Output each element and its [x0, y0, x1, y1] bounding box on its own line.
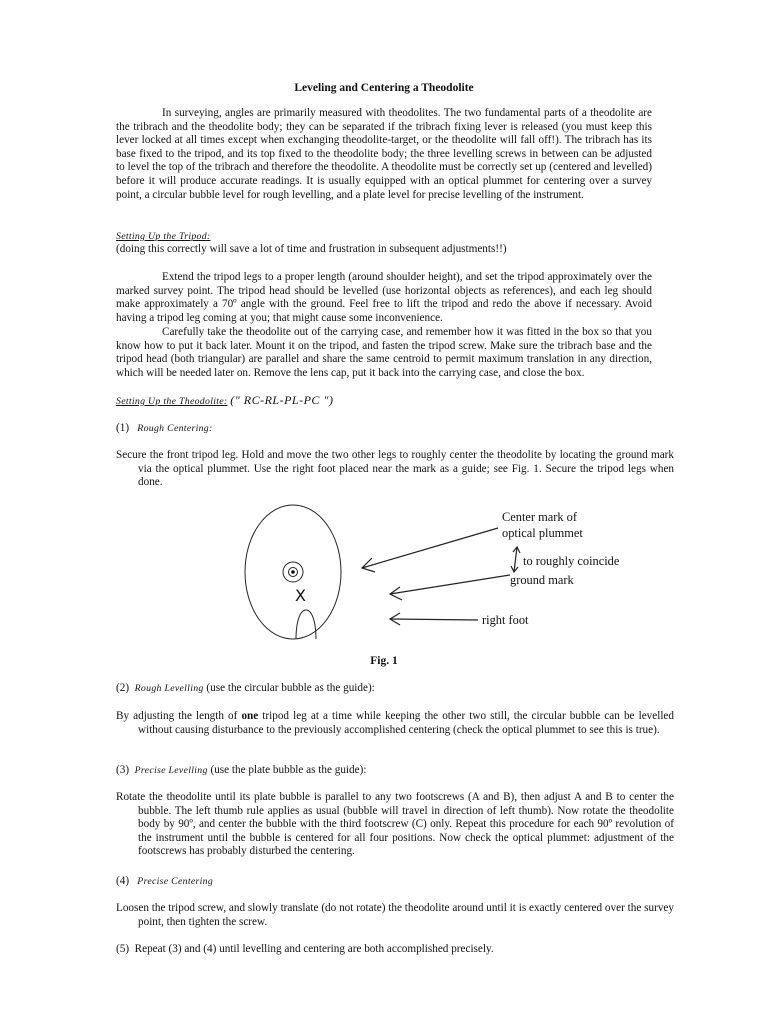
- ground-mark-label: ground mark: [510, 573, 574, 587]
- center-mark-arrow-line: [362, 528, 498, 568]
- step-1-name: Rough Centering:: [137, 423, 213, 434]
- document-title: Leveling and Centering a Theodolite: [294, 82, 474, 94]
- tripod-paragraph-2: Carefully take the theodolite out of the carrying case, and remember how it was fitted in the box so that you know how to put it back later. Mount it on the tripod, and fasten the tripod screw. Make sure the tribrach base and the tripod head (both triangular) are parallel and share the same centroid to permit maximum translation in any direction, which will be needed later on. Remove the lens cap, put it back into the carrying case, and close the box.: [116, 326, 652, 379]
- tripod-heading-text: Setting Up the Tripod:: [116, 231, 211, 242]
- step-5-body: Repeat (3) and (4) until levelling and centering are both accomplished precisely.: [134, 943, 494, 955]
- tripod-note: (doing this correctly will save a lot of time and frustration in subsequent adjustments!!): [116, 243, 507, 255]
- step-3-heading: [116, 764, 652, 778]
- step-3-name: Precise Levelling: [134, 765, 208, 776]
- step-2-body-start: By adjusting the length of: [116, 710, 242, 722]
- figure-1-caption: Fig. 1: [370, 655, 398, 667]
- ground-mark-arrow-line: [390, 575, 510, 594]
- plummet-center-dot: [291, 570, 295, 574]
- step-2-body-end: tripod leg at a time while keeping the other two still, the circular bubble can be levelled without causing disturbance to the previously accomplished centering (check the optical plummet to see this is true).: [138, 710, 674, 736]
- step-4-body: Loosen the tripod screw, and slowly translate (do not rotate) the theodolite around until it is exactly centered over the survey point, then tighten the screw.: [116, 902, 674, 928]
- intro-paragraph: In surveying, angles are primarily measured with theodolites. The two fundamental parts of a theodolite are the tribrach and the theodolite body; they can be separated if the tribrach fixing lever is released (you must keep this lever locked at all times except when exchanging theodolite-target, or the theodolite will fall off!). The tribrach has its base fixed to the tripod, and its top fixed to the theodolite body; the three levelling screws in between can be adjusted to level the top of the tribrach and therefore the theodolite. A theodolite must be correctly set up (centered and levelled) before it will produce accurate readings. It is usually equipped with an optical plummet for centering over a survey point, a circular bubble level for rough levelling, and a plate level for precise levelling of the instrument.: [116, 107, 652, 201]
- step-3-number: (3): [116, 764, 130, 776]
- right-foot-outline: [296, 610, 316, 639]
- step-1-number: (1): [116, 422, 130, 434]
- step-1-body: Secure the front tripod leg. Hold and move the two other legs to roughly center the theodolite by locating the ground mark via the optical plummet. Use the right foot placed near the mark as a guide; see Fig. 1. Secure the tripod legs when done.: [116, 449, 674, 489]
- theodolite-heading-text: Setting Up the Theodolite:: [116, 396, 228, 407]
- ground-mark-symbol: X: [295, 586, 306, 605]
- step-4-heading: [116, 875, 652, 889]
- step-4-number: (4): [116, 875, 130, 887]
- step-4-name: Precise Centering: [137, 876, 214, 887]
- step-2-body-emphasis: one: [241, 710, 259, 722]
- step-5: [116, 943, 652, 957]
- step-2-name: Rough Levelling: [134, 683, 204, 694]
- step-2-number: (2): [116, 682, 130, 694]
- step-3-note: (use the plate bubble as the guide):: [210, 764, 367, 776]
- center-mark-label-line-1: Center mark of: [502, 510, 578, 524]
- step-2-heading: [116, 682, 652, 696]
- step-2-note: (use the circular bubble as the guide):: [206, 682, 375, 694]
- center-mark-label-line-2: optical plummet: [502, 526, 583, 540]
- theodolite-sequence-code: (" RC-RL-PL-PC "): [230, 393, 334, 407]
- step-5-number: (5): [116, 943, 130, 955]
- coincide-label: to roughly coincide: [523, 554, 620, 568]
- step-2-body: [116, 710, 674, 737]
- tripod-paragraph-1: Extend the tripod legs to a proper length (around shoulder height), and set the tripod approximately over the marked survey point. The tripod head should be levelled (use horizontal objects as references), and each leg should make approximately a 70º angle with the ground. Feel free to lift the tripod and redo the above if necessary. Avoid having a tripod leg coming at you; that might cause some inconvenience.: [116, 271, 652, 324]
- right-foot-arrow-line: [390, 619, 478, 620]
- right-foot-label: right foot: [482, 613, 529, 627]
- step-3-body: Rotate the theodolite until its plate bubble is parallel to any two footscrews (A and B), then adjust A and B to center the bubble. The left thumb rule applies as usual (bubble will travel in direction of left thumb). Now rotate the theodolite body by 90º, and center the bubble with the third footscrew (C) only. Repeat this procedure for each 90º revolution of the instrument until the bubble is centered for all four positions. Now check the optical plummet: adjustment of the footscrews has probably disturbed the centering.: [116, 791, 674, 858]
